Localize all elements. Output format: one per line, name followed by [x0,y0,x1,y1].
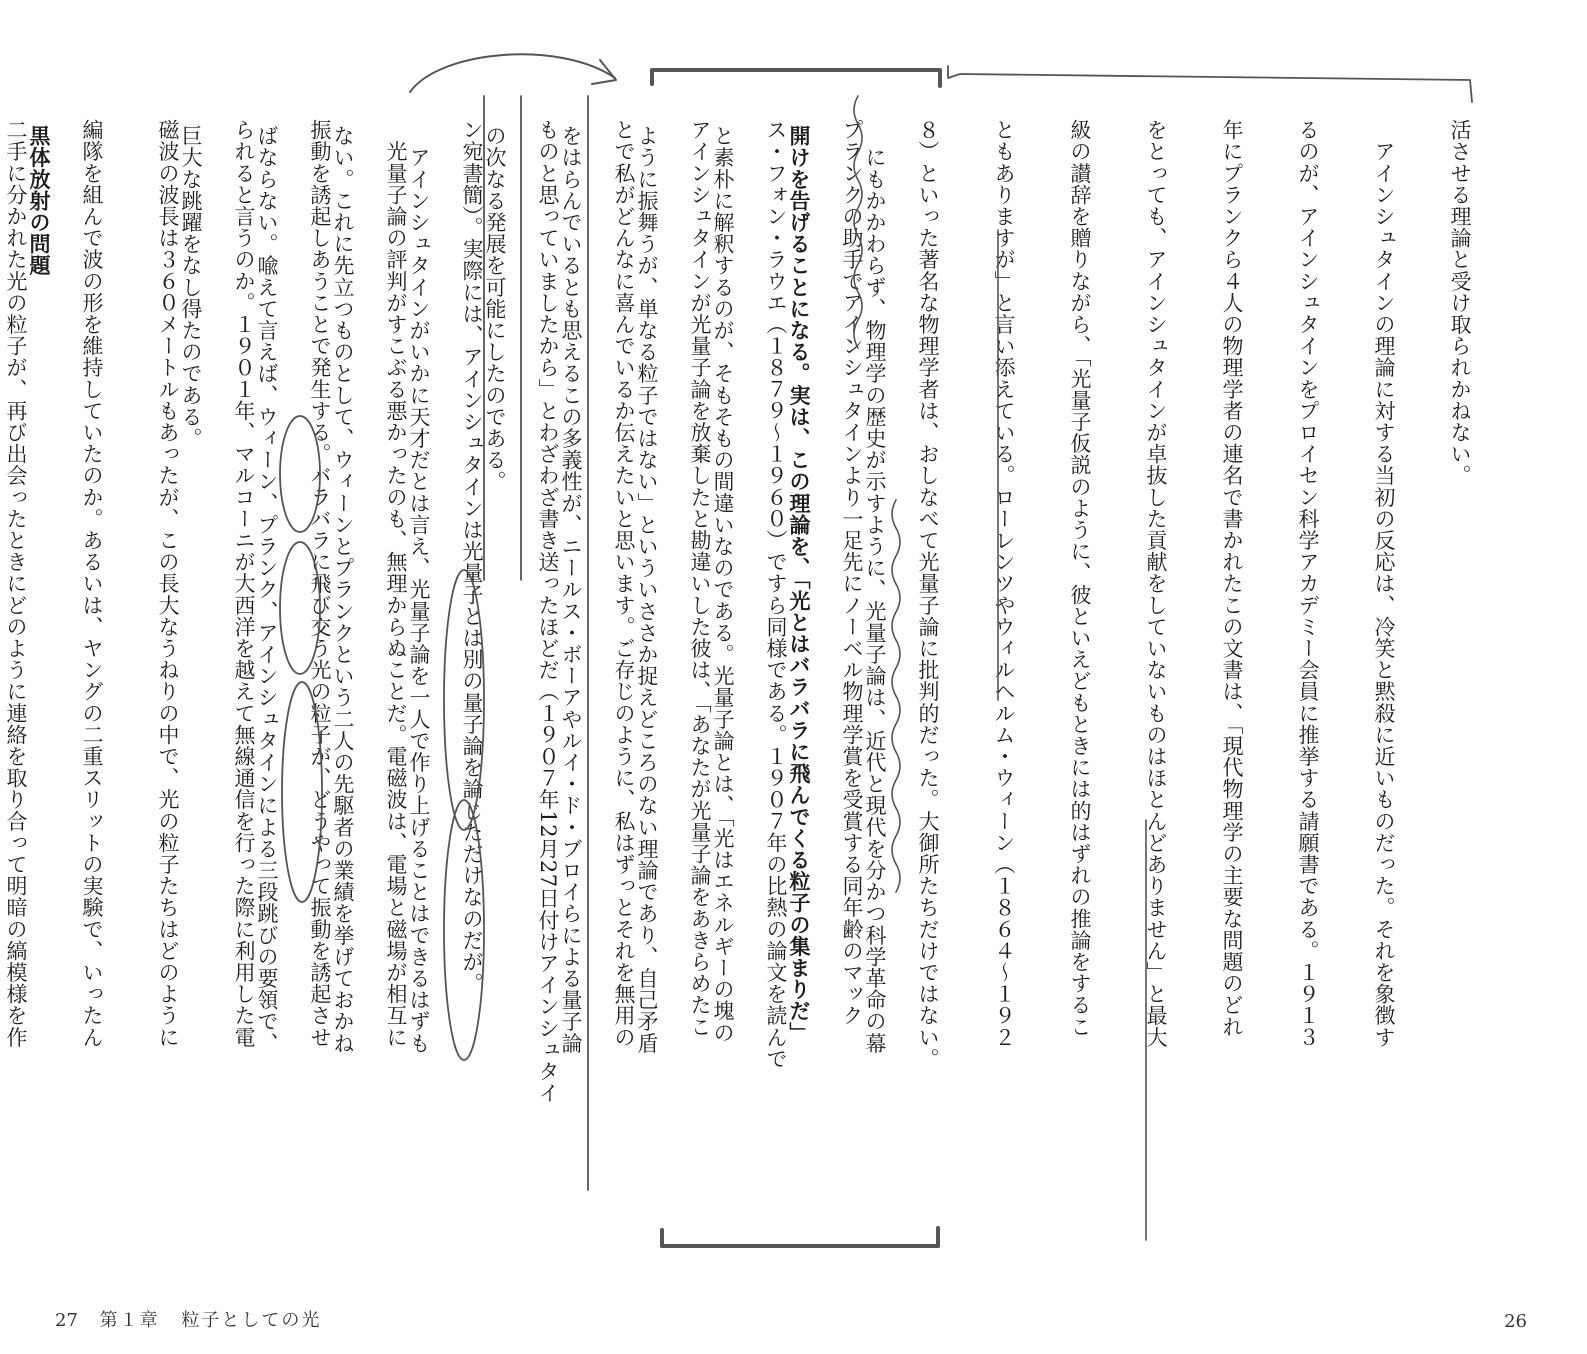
left-page-text [27,96,932,1246]
section-heading: 黒体放射の問題 [27,125,52,277]
r-line-18: 磁波の波長は３６０メートルもあったが、この長大なうねりの中で、光の粒子たちはどのように [156,119,180,1048]
l-line-3: と素朴に解釈するのが、そもそもの間違いなのである。光量子論とは、「光はエネルギーの塊の [711,125,735,1044]
r-line-10: ス・フォン・ラウエ（１８７９〜１９６０）ですら同様である。１９０７年の比熱の論文を読んで [764,119,788,1070]
l-line-8: ない。これに先立つものとして、ウィーンとプランクという二人の先駆者の業績を挙げておかね [331,125,355,1054]
r-line-14: ン宛書簡）。実際には、アインシュタインは光量子とは別の量子論を論じただけなのだが。 [460,119,484,995]
r-line-8: ８）といった著名な物理学者は、おしなべて光量子論に批判的だった。大御所たちだけではない。 [916,119,940,1070]
arrow-head [592,60,616,84]
r-line-2: アインシュタインの理論に対する当初の反応は、冷笑と黙殺に近いものだった。それを象徴す [1372,119,1396,1048]
r-line-20: 二手に分かれた光の粒子が、再び出会ったときにどのように連絡を取り合って明暗の縞模様を作 [4,119,28,1048]
r-line-7: ともありますが」と言い添えている。ローレンツやウィルヘルム・ウィーン（１８６４〜１９２ [992,119,1016,1048]
page-footer-left [55,1306,321,1332]
l-line-5: をはらんでいるとも思えるこの多義性が、ニールス・ボーアやルイ・ド・ブロイらによる量子論 [559,125,583,1054]
arrow-arc [410,54,615,92]
r-line-15: 光量子論の評判がすこぶる悪かったのも、無理からぬことだ。電磁波は、電場と磁場が相互に [384,119,408,1048]
page-number-27: 27 [55,1310,78,1331]
r-line-17: られると言うのか。１９０１年、マルコーニが大西洋を越えて無線通信を行った際に利用した電 [232,119,256,1048]
l-line-7: アインシュタインがいかに天才だとは言え、光量子論を一人で作り上げることはできるはずも [407,125,431,1054]
r-line-16: 振動を誘起しあうことで発生する。バラバラに飛び交う光の粒子が、どうやって振動を誘起させ [308,119,332,1048]
page-number-26: 26 [1504,1311,1527,1332]
l-line-4: ように振舞うが、単なる粒子ではない」といういささか捉えどころのない理論であり、自己矛盾 [635,125,659,1054]
chapter-label: 第１章 [99,1310,160,1331]
r-line-12: とで私がどんなに喜んでいるか伝えたいと思います。ご存じのように、私はずっとそれを無用の [612,119,636,1048]
r-line-11: アインシュタインが光量子論を放棄したと勘違いした彼は、「あなたが光量子論をあきらめたこ [688,119,712,1038]
r-line-5: をとっても、アインシュタインが卓抜した貢献をしていないものはほとんどありません」と最大 [1144,119,1168,1048]
page-number-right [1504,1311,1527,1332]
box-top-bracket [652,70,940,86]
r-line-19: 編隊を組んで波の形を維持していたのか。あるいは、ヤングの二重スリットの実験で、いったん [80,119,104,1048]
l-line-9: ばならない。喩えて言えば、ウィーン、プランク、アインシュタインによる三段跳びの要領で、 [255,125,279,1054]
l-line-1: にもかかわらず、物理学の歴史が示すように、光量子論は、近代と現代を分かつ科学革命の幕 [863,125,887,1054]
r-line-6: 級の讃辞を贈りながら、「光量子仮説のように、彼といえどもときには的はずれの推論をするこ [1068,119,1092,1038]
r-line-13: ものと思っていましたから」とわざわざ書き送ったほどだ（１９０７年12月27日付けアインシュタイ [536,119,560,1104]
r-line-9: プランクの助手でアインシュタインより一足先にノーベル物理学賞を受賞する同年齢のマック [840,119,864,1027]
l-line-2: 開けを告げることになる。実は、この理論を、「光とはバラバラに飛んでくる粒子の集まりだ」 [787,125,812,1044]
r-line-4: 年にプランクら４人の物理学者の連名で書かれたこの文書は、「現代物理学の主要な問題のどれ [1220,119,1244,1038]
r-line-3: るのが、アインシュタインをプロイセン科学アカデミー会員に推挙する請願書である。１９１３ [1296,119,1320,1048]
chapter-title: 粒子としての光 [181,1310,322,1331]
l-line-10: 巨大な跳躍をなし得たのである。 [179,125,203,450]
l-line-6: の次なる発展を可能にしたのである。 [483,125,507,493]
r-line-1: 活させる理論と受け取られかねない。 [1448,119,1472,487]
